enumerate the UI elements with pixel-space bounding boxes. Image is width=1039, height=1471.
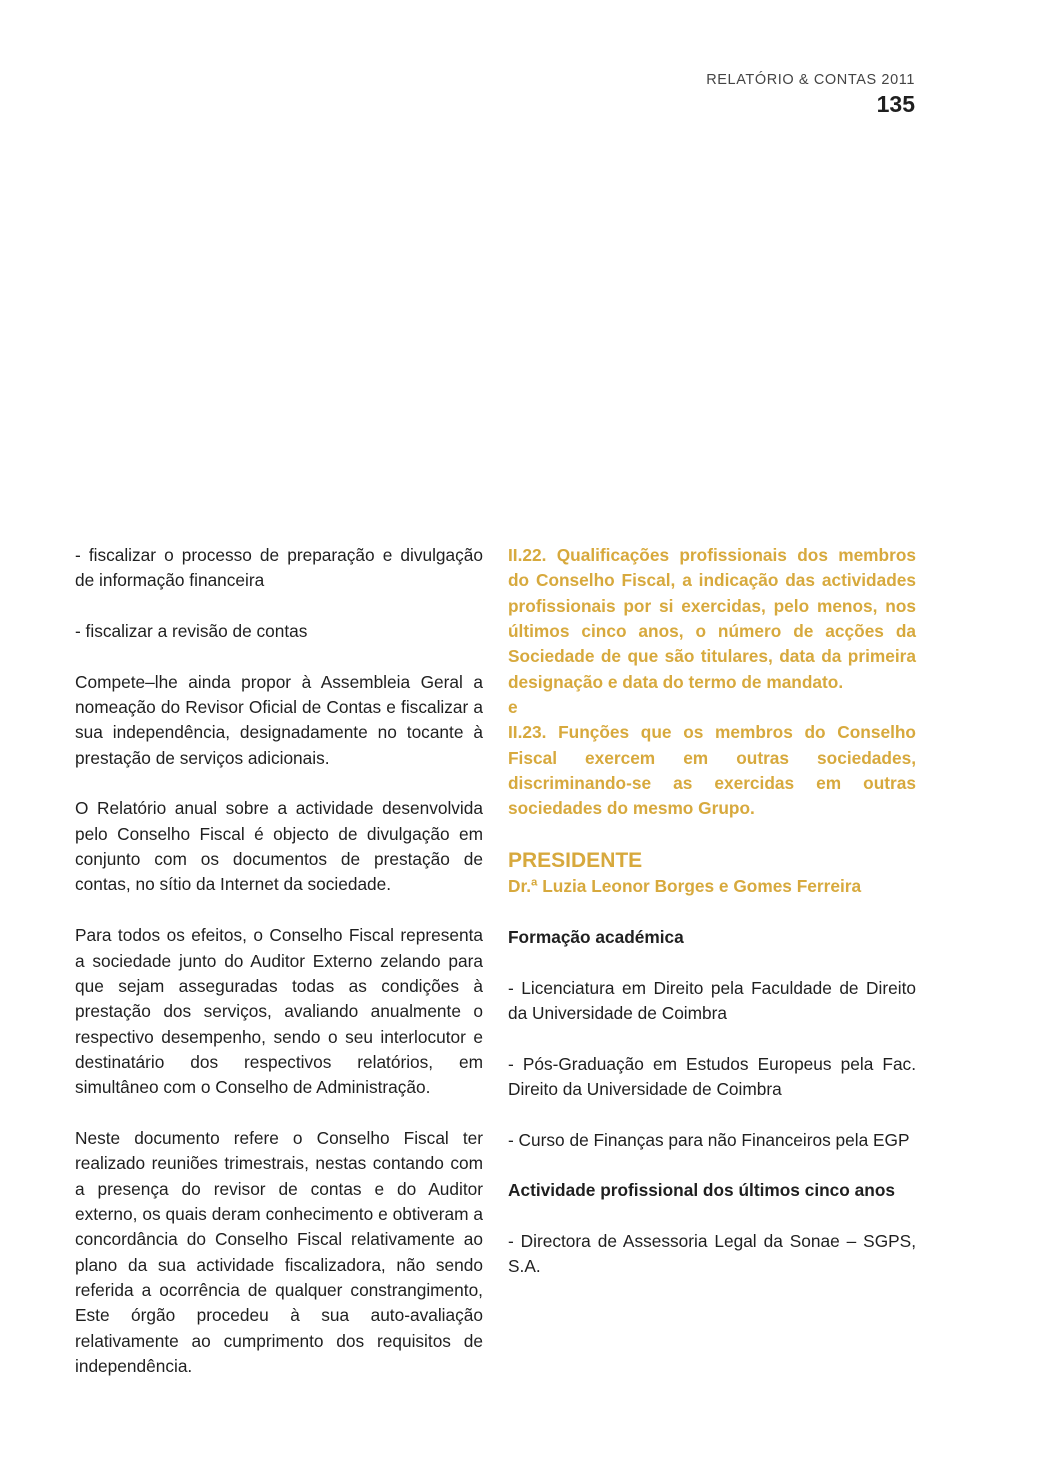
left-column (75, 543, 483, 1405)
paragraph-auditor-externo: Para todos os efeitos, o Conselho Fiscal representa a sociedade junto do Auditor Externo zelando para que sejam asseguradas todas as condições à prestação dos serviços, avaliando anualmente o respectivo desempenho, sendo o seu interlocutor e destinatário dos respectivos relatórios, em simultâneo com o Conselho de Administração. (75, 925, 483, 1098)
academic-item: - Curso de Finanças para não Financeiros pela EGP (508, 1129, 910, 1150)
president-label: PRESIDENTE (508, 849, 643, 873)
academic-heading: Formação académica (508, 926, 684, 947)
report-title: RELATÓRIO & CONTAS 2011 (706, 72, 915, 88)
spacer (508, 822, 916, 847)
page-number: 135 (876, 91, 915, 117)
academic-item: - Pós-Graduação em Estudos Europeus pela Fac. Direito da Universidade de Coimbra (508, 1053, 916, 1099)
section-connector: e (508, 697, 518, 718)
paragraph-fiscalizar-processo: - fiscalizar o processo de preparação e divulgação de informação financeira (75, 545, 483, 591)
section-heading-ii22: II.22. Qualificações profissionais dos membros do Conselho Fiscal, a indicação das actividades profissionais por si exercidas, pelo menos, nos últimos cinco anos, o número de acções da Sociedade de que são titulares, data da primeira designação e data do termo de mandato. (508, 545, 916, 692)
paragraph-relatorio-anual: O Relatório anual sobre a actividade desenvolvida pelo Conselho Fiscal é objecto de divulgação em conjunto com os documentos de prestação de contas, no sítio da Internet da sociedade. (75, 798, 483, 895)
page-header (706, 70, 915, 118)
paragraph-fiscalizar-revisao: - fiscalizar a revisão de contas (75, 621, 308, 642)
president-name: Dr.ª Luzia Leonor Borges e Gomes Ferreira (508, 876, 862, 897)
paragraph-reunioes: Neste documento refere o Conselho Fiscal ter realizado reuniões trimestrais, nestas contando com a presença do revisor de contas e do Auditor externo, os quais deram conhecimento e obtiveram a concordância do Conselho Fiscal relativamente ao plano da sua actividade fiscalizadora, não sendo referida a ocorrência de qualquer constrangimento, Este órgão procedeu à sua auto-avaliação relativamente ao cumprimento dos requisitos de independência. (75, 1127, 483, 1376)
professional-item: - Directora de Assessoria Legal da Sonae – SGPS, S.A. (508, 1230, 916, 1277)
right-column (508, 543, 916, 1305)
professional-heading: Actividade profissional dos últimos cinco anos (508, 1180, 895, 1201)
section-heading-ii23: II.23. Funções que os membros do Conselho Fiscal exercem em outras sociedades, discriminando-se as exercidas em outras sociedades do mesmo Grupo. (508, 722, 916, 819)
academic-item: - Licenciatura em Direito pela Faculdade de Direito da Universidade de Coimbra (508, 977, 916, 1023)
paragraph-compete: Compete–lhe ainda propor à Assembleia Geral a nomeação do Revisor Oficial de Contas e fiscalizar a sua independência, designadamente no tocante à prestação de serviços adicionais. (75, 671, 483, 768)
